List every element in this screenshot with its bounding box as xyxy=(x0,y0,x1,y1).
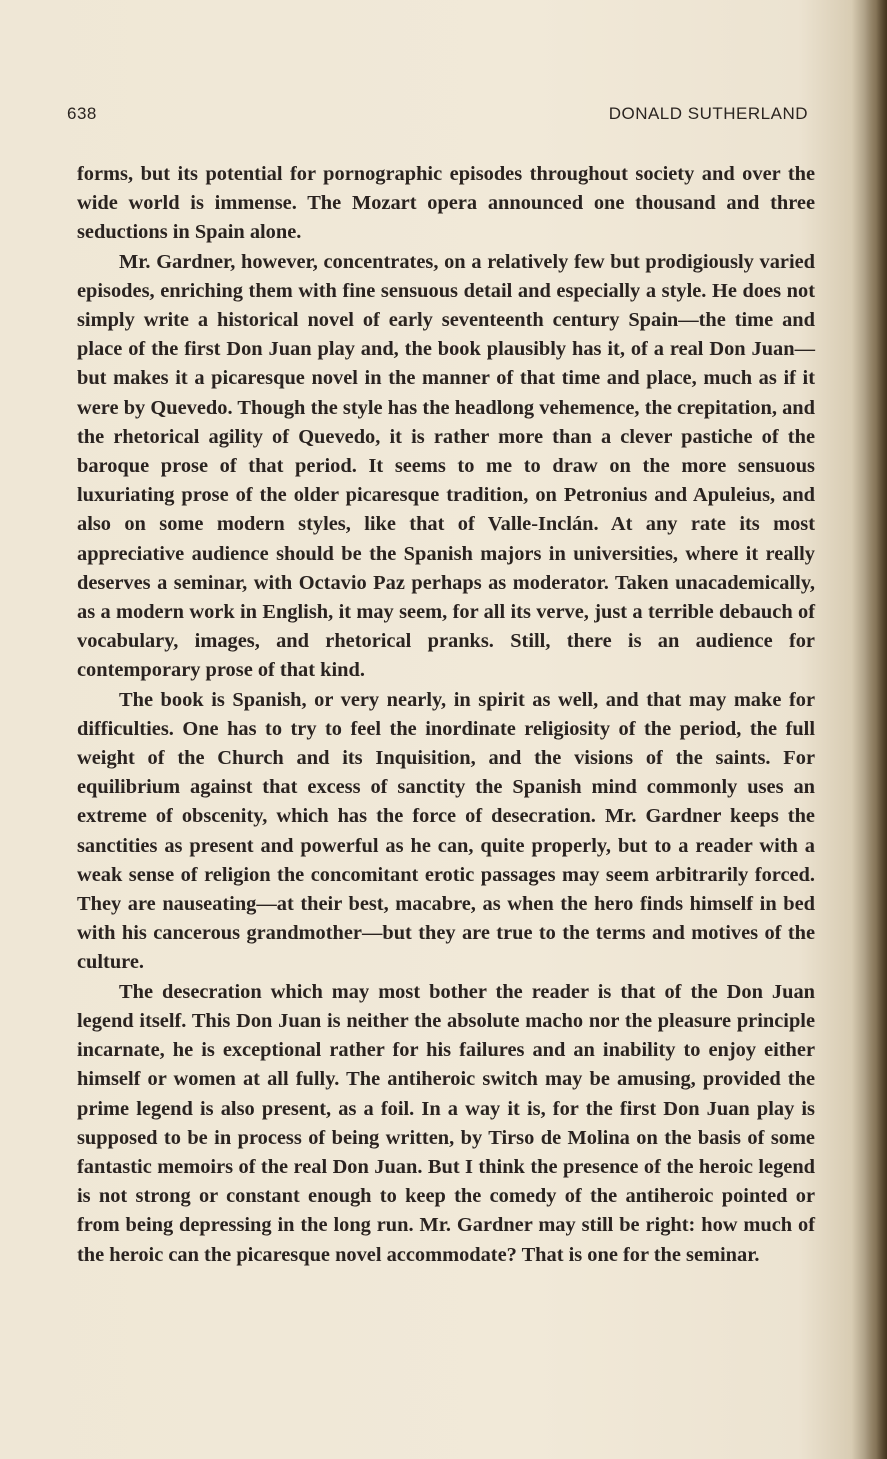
paragraph: The book is Spanish, or very nearly, in spirit as well, and that may make for difficulties. One has to try to feel the inordinate religiosity of the period, the full weight of the Church and its Inquisition, and the visions of the saints. For equilibrium against that excess of sanctity the Spanish mind commonly uses an extreme of obscenity, which has the force of desecration. Mr. Gardner keeps the sanctities as present and powerful as he can, quite properly, but to a reader with a weak sense of religion the concomitant erotic passages may seem arbitrarily forced. They are nauseating—at their best, macabre, as when the hero finds himself in bed with his cancerous grandmother—but they are true to the terms and motives of the culture. xyxy=(77,688,815,974)
page-number: 638 xyxy=(67,104,97,123)
paragraph: Mr. Gardner, however, concentrates, on a relatively few but prodigiously varied episodes, enriching them with fine sensuous detail and especially a style. He does not simply write a historical novel of early seventeenth century Spain—the time and place of the first Don Juan play and, the book plausibly has it, of a real Don Juan—but makes it a picaresque novel in the manner of that time and place, much as if it were by Quevedo. Though the style has the headlong vehemence, the crepitation, and the rhetorical agility of Quevedo, it is rather more than a clever pastiche of the baroque prose of that period. It seems to me to draw on the more sensuous luxuriating prose of the older picaresque tradition, on Petronius and Apuleius, and also on some modern styles, like that of Valle-Inclán. At any rate its most appreciative audience should be the Spanish majors in universities, where it really deserves a seminar, with Octavio Paz perhaps as moderator. Taken unacademically, as a modern work in English, it may seem, for all its verve, just a terrible debauch of vocabulary, images, and rhetorical pranks. Still, there is an audience for contemporary prose of that kind. xyxy=(77,250,815,682)
paragraph: forms, but its potential for pornographic episodes throughout society and over the wide world is immense. The Mozart opera announced one thousand and three seductions in Spain alone. xyxy=(77,163,815,244)
body-text xyxy=(77,160,815,1270)
page-header xyxy=(67,104,808,134)
paragraph: The desecration which may most bother the reader is that of the Don Juan legend itself. This Don Juan is neither the absolute macho nor the pleasure principle incarnate, he is exceptional rather for his failures and an inability to enjoy either himself or women at all fully. The antiheroic switch may be amusing, provided the prime legend is also present, as a foil. In a way it is, for the first Don Juan play is supposed to be in process of being written, by Tirso de Molina on the basis of some fantastic memoirs of the real Don Juan. But I think the presence of the heroic legend is not strong or constant enough to keep the comedy of the antiheroic pointed or from being depressing in the long run. Mr. Gardner may still be right: how much of the heroic can the picaresque novel accommodate? That is one for the seminar. xyxy=(77,980,815,1266)
page-edge-shadow xyxy=(865,0,887,1459)
running-head: DONALD SUTHERLAND xyxy=(608,104,808,123)
